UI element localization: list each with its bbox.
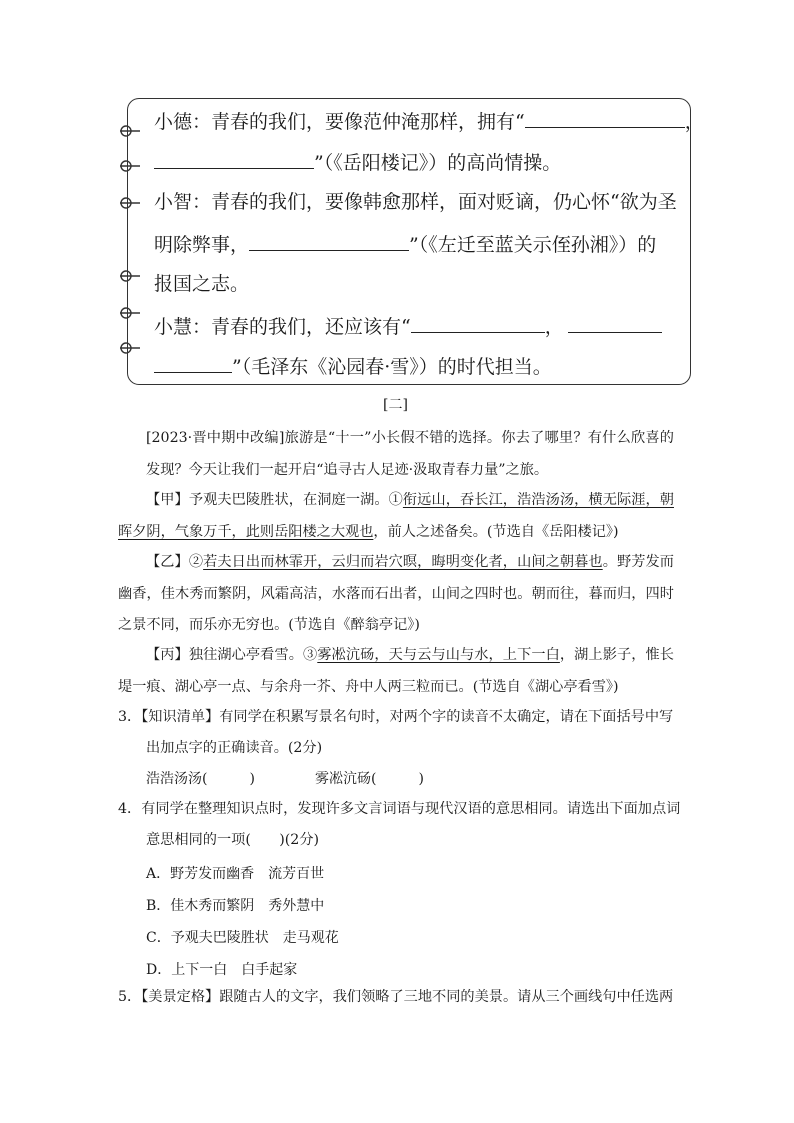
- answer-blank[interactable]: [154, 352, 232, 373]
- binder-ring-icon: [118, 305, 142, 321]
- notebook-line-1: 小德：青春的我们，要像范仲淹那样，拥有“ ，: [154, 107, 704, 135]
- binder-ring-icon: [118, 123, 142, 139]
- intro-paragraph: [2023·晋中期中改编]旅游是“十一”小长假不错的选择。你去了哪里？有什么欣喜的发现？今天让我们一起开启“追寻古人足迹·汲取青春力量”之旅。: [146, 430, 674, 478]
- option-d[interactable]: D．上下一白 白手起家: [146, 962, 298, 978]
- section-title: [二]: [383, 397, 408, 413]
- answer-blank[interactable]: [568, 312, 662, 333]
- notebook-line-4: 明除弊事， ”（《左迁至蓝关示侄孙湘》）的: [154, 230, 656, 258]
- passage-jia: 【甲】予观夫巴陵胜状，在洞庭一湖。①衔远山，吞长江，浩浩汤汤，横无际涯，朝晖夕阴，气象万千，此则岳阳楼之大观也，前人之述备矣。(节选自《岳阳楼记》): [118, 492, 674, 540]
- passage-bing: 【丙】独往湖心亭看雪。③雾凇沆砀，天与云与山与水，上下一白，湖上影子，惟长堤一痕、湖心亭一点、与余舟一芥、舟中人两三粒而已。(节选自《湖心亭看雪》): [118, 647, 674, 695]
- notebook-line-7: ”（毛泽东《沁园春·雪》）的时代担当。: [154, 352, 552, 380]
- pinyin-item-2[interactable]: 雾凇沆砀( ): [315, 771, 424, 787]
- binder-ring-icon: [118, 340, 142, 356]
- notebook-line-3: [154, 189, 677, 215]
- passage-yi: 【乙】②若夫日出而林霏开，云归而岩穴暝，晦明变化者，山间之朝暮也。野芳发而幽香，佳木秀而繁阴，风霜高洁，水落而石出者，山间之四时也。朝而往，暮而归，四时之景不同，而乐亦无穷也。(节选自《醉翁亭记》): [118, 554, 674, 633]
- option-c[interactable]: C．予观夫巴陵胜状 走马观花: [146, 930, 339, 946]
- option-a[interactable]: A．野芳发而幽香 流芳百世: [146, 866, 325, 882]
- question-4-line-1: 4．有同学在整理知识点时，发现许多文言词语与现代汉语的意思相同。请选出下面加点词: [118, 801, 681, 817]
- answer-blank[interactable]: [249, 230, 409, 251]
- notebook-line-6: 小慧：青春的我们，还应该有“ ，: [154, 312, 662, 340]
- question-3-line-2: 出加点字的正确读音。(2分): [146, 740, 323, 756]
- pinyin-item-1[interactable]: 浩浩汤汤( ): [146, 771, 255, 787]
- xiaohui-text: 小慧：青春的我们，还应该有“: [154, 316, 411, 338]
- question-5-line-1: 5．【美景定格】跟随古人的文字，我们领略了三地不同的美景。请从三个画线句中任选两: [118, 989, 674, 1005]
- binder-ring-icon: [118, 158, 142, 174]
- question-4-line-2: 意思相同的一项( )(2分): [146, 832, 320, 848]
- answer-blank[interactable]: [411, 312, 545, 333]
- answer-blank[interactable]: [154, 148, 314, 169]
- xiaozhi-text: 小智：青春的我们，要像韩愈那样，面对贬谪，仍心怀“欲为圣: [154, 191, 677, 213]
- binder-ring-icon: [118, 268, 142, 284]
- option-b[interactable]: B．佳木秀而繁阴 秀外慧中: [146, 898, 325, 914]
- underlined-sentence-2: 若夫日出而林霏开，云归而岩穴暝，晦明变化者，山间之朝暮也: [203, 554, 603, 570]
- underlined-sentence-3: 雾凇沆砀，天与云与山与水，上下一白: [317, 647, 560, 663]
- question-3-line-1: 3．【知识清单】有同学在积累写景名句时，对两个字的读音不太确定，请在下面括号中写: [118, 709, 674, 725]
- binder-ring-icon: [118, 195, 142, 211]
- notebook-line-5: 报国之志。: [154, 273, 250, 295]
- notebook-line-2: ”（《岳阳楼记》）的高尚情操。: [154, 148, 561, 176]
- xiaode-text: 小德：青春的我们，要像范仲淹那样，拥有“: [154, 111, 525, 133]
- answer-blank[interactable]: [525, 107, 685, 128]
- underlined-sentence-1: 衔远山，吞长江，浩浩汤汤，横无际涯，朝晖夕阴，气象万千，此则岳阳楼之大观也: [118, 492, 674, 540]
